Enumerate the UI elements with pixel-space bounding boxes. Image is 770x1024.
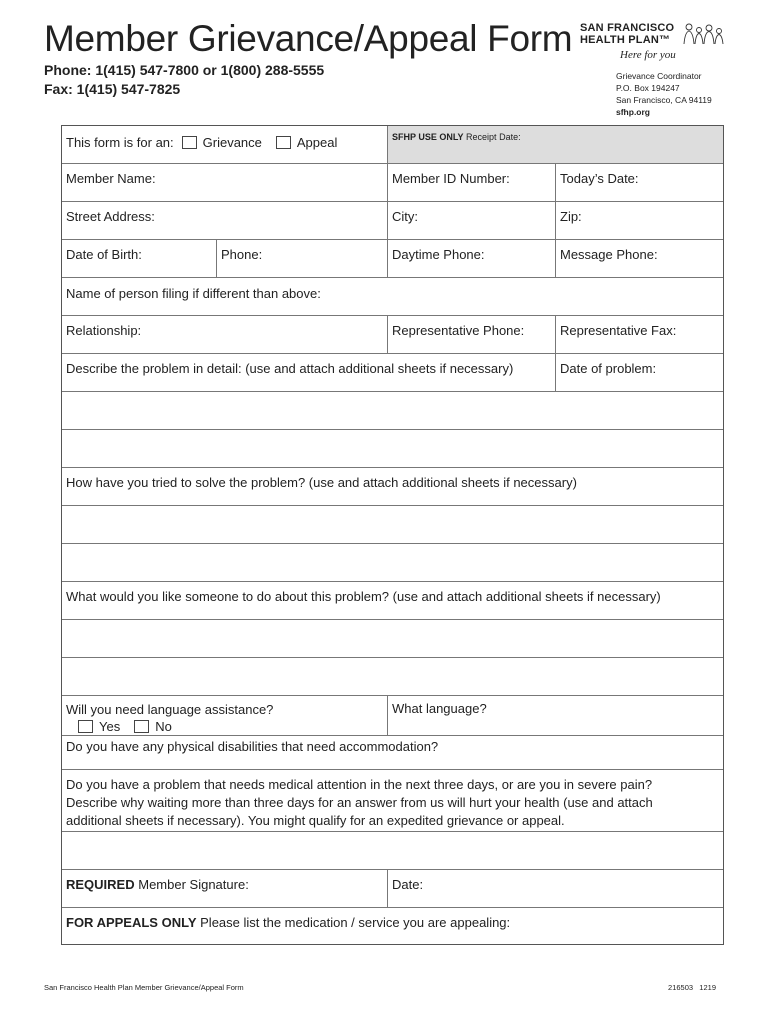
- medical-attention-row: [62, 770, 723, 832]
- zip-label: Zip:: [560, 209, 582, 224]
- date-of-problem-field[interactable]: [555, 354, 723, 391]
- no-checkbox[interactable]: [134, 720, 149, 733]
- person-filing-field[interactable]: [62, 278, 723, 315]
- member-signature-field[interactable]: [62, 870, 387, 907]
- disabilities-row: [62, 736, 723, 770]
- tried-solve-line-2[interactable]: [62, 544, 723, 582]
- required-label: REQUIRED: [66, 877, 135, 892]
- like-done-line-1[interactable]: [62, 620, 723, 658]
- medical-attention-line[interactable]: [62, 832, 723, 870]
- address-row: [62, 202, 723, 240]
- no-label: No: [155, 719, 172, 734]
- fax-number: Fax: 1(415) 547-7825: [44, 81, 181, 97]
- dob-label: Date of Birth:: [66, 247, 142, 262]
- receipt-date-label: Receipt Date:: [466, 132, 521, 142]
- describe-problem-line-1[interactable]: [62, 392, 723, 430]
- footer-form-title: San Francisco Health Plan Member Grievance/Appeal Form: [44, 983, 244, 992]
- appeal-label: Appeal: [296, 135, 338, 150]
- member-name-label: Member Name:: [66, 171, 156, 186]
- page-title: Member Grievance/Appeal Form: [44, 18, 573, 59]
- medical-attention-cell: [62, 770, 723, 831]
- medication-service-label: Please list the medication / service you are appealing:: [200, 915, 511, 930]
- medical-attention-label: Do you have a problem that needs medical attention in the next three days, or are you in severe pain? Describe why waiting more than three days for an answer from us will hurt your health (use and attach additional sheets if necessary). You might qualify for an expedited grievance or appeal.: [66, 777, 653, 828]
- rep-phone-field[interactable]: [387, 316, 555, 353]
- signature-date-label: Date:: [392, 877, 424, 892]
- like-done-line-2[interactable]: [62, 658, 723, 696]
- relationship-label: Relationship:: [66, 323, 142, 338]
- person-filing-row: [62, 278, 723, 316]
- rep-fax-field[interactable]: [555, 316, 723, 353]
- logo-line-2: HEALTH PLAN™: [580, 34, 671, 46]
- form-type-cell: [62, 126, 387, 163]
- rep-phone-label: Representative Phone:: [392, 323, 525, 338]
- city-label: City:: [392, 209, 418, 224]
- describe-problem-row: [62, 354, 723, 392]
- grievance-checkbox[interactable]: [182, 136, 197, 149]
- address-line-1: Grievance Coordinator: [616, 71, 702, 81]
- footer-form-code: 216503 1219: [668, 983, 716, 992]
- phone-label: Phone:: [221, 247, 263, 262]
- member-signature-label: Member Signature:: [138, 877, 249, 892]
- todays-date-field[interactable]: [555, 164, 723, 201]
- describe-problem-line-2[interactable]: [62, 430, 723, 468]
- mailing-address: [616, 70, 712, 118]
- tried-solve-label-cell: [62, 468, 723, 505]
- todays-date-label: Today’s Date:: [560, 171, 639, 186]
- appeal-checkbox[interactable]: [276, 136, 291, 149]
- like-done-row: [62, 582, 723, 620]
- yes-checkbox[interactable]: [78, 720, 93, 733]
- street-address-field[interactable]: [62, 202, 387, 239]
- form-type-row: [62, 126, 723, 164]
- message-phone-field[interactable]: [555, 240, 723, 277]
- street-address-label: Street Address:: [66, 209, 155, 224]
- logo-line-1: SAN FRANCISCO: [580, 22, 675, 34]
- sfhp-use-only-box: [387, 126, 723, 163]
- appeals-only-field[interactable]: [62, 908, 723, 945]
- tried-solve-label: How have you tried to solve the problem? (use and attach additional sheets if necessary): [66, 475, 577, 490]
- member-id-field[interactable]: [387, 164, 555, 201]
- phone-field[interactable]: [216, 240, 387, 277]
- sfhp-logo: [580, 22, 730, 64]
- date-of-problem-label: Date of problem:: [560, 361, 657, 376]
- tried-solve-row: [62, 468, 723, 506]
- phone-numbers: Phone: 1(415) 547-7800 or 1(800) 288-5555: [44, 62, 325, 78]
- family-figures-icon: [682, 22, 726, 46]
- language-assist-label: Will you need language assistance?: [66, 702, 274, 717]
- language-assist-cell: [62, 696, 387, 735]
- yes-label: Yes: [99, 719, 121, 734]
- representative-row: [62, 316, 723, 354]
- language-row: [62, 696, 723, 736]
- signature-date-field[interactable]: [387, 870, 723, 907]
- address-line-3: San Francisco, CA 94119: [616, 95, 712, 105]
- describe-problem-label-cell: [62, 354, 555, 391]
- city-field[interactable]: [387, 202, 555, 239]
- message-phone-label: Message Phone:: [560, 247, 658, 262]
- form-type-label: This form is for an:: [66, 135, 174, 150]
- relationship-field[interactable]: [62, 316, 387, 353]
- address-line-2: P.O. Box 194247: [616, 83, 680, 93]
- zip-field[interactable]: [555, 202, 723, 239]
- member-name-row: [62, 164, 723, 202]
- daytime-phone-label: Daytime Phone:: [392, 247, 485, 262]
- like-done-label: What would you like someone to do about this problem? (use and attach additional sheets if necessary): [66, 589, 661, 604]
- member-id-label: Member ID Number:: [392, 171, 510, 186]
- grievance-label: Grievance: [202, 135, 262, 150]
- disabilities-label: Do you have any physical disabilities that need accommodation?: [66, 739, 439, 754]
- website: sfhp.org: [616, 107, 650, 117]
- member-name-field[interactable]: [62, 164, 387, 201]
- dob-phone-row: [62, 240, 723, 278]
- rep-fax-label: Representative Fax:: [560, 323, 677, 338]
- sfhp-use-only-label: SFHP USE ONLY: [392, 132, 464, 142]
- like-done-label-cell: [62, 582, 723, 619]
- dob-field[interactable]: [62, 240, 216, 277]
- logo-tagline: Here for you: [620, 49, 676, 61]
- describe-problem-label: Describe the problem in detail: (use and attach additional sheets if necessary): [66, 361, 514, 376]
- for-appeals-only-label: FOR APPEALS ONLY: [66, 915, 197, 930]
- tried-solve-line-1[interactable]: [62, 506, 723, 544]
- what-language-field[interactable]: [387, 696, 723, 735]
- appeals-only-row: [62, 908, 723, 945]
- person-filing-label: Name of person filing if different than above:: [66, 286, 321, 301]
- what-language-label: What language?: [392, 701, 487, 716]
- grievance-form: [61, 125, 724, 945]
- disabilities-field[interactable]: [62, 736, 723, 769]
- daytime-phone-field[interactable]: [387, 240, 555, 277]
- signature-row: [62, 870, 723, 908]
